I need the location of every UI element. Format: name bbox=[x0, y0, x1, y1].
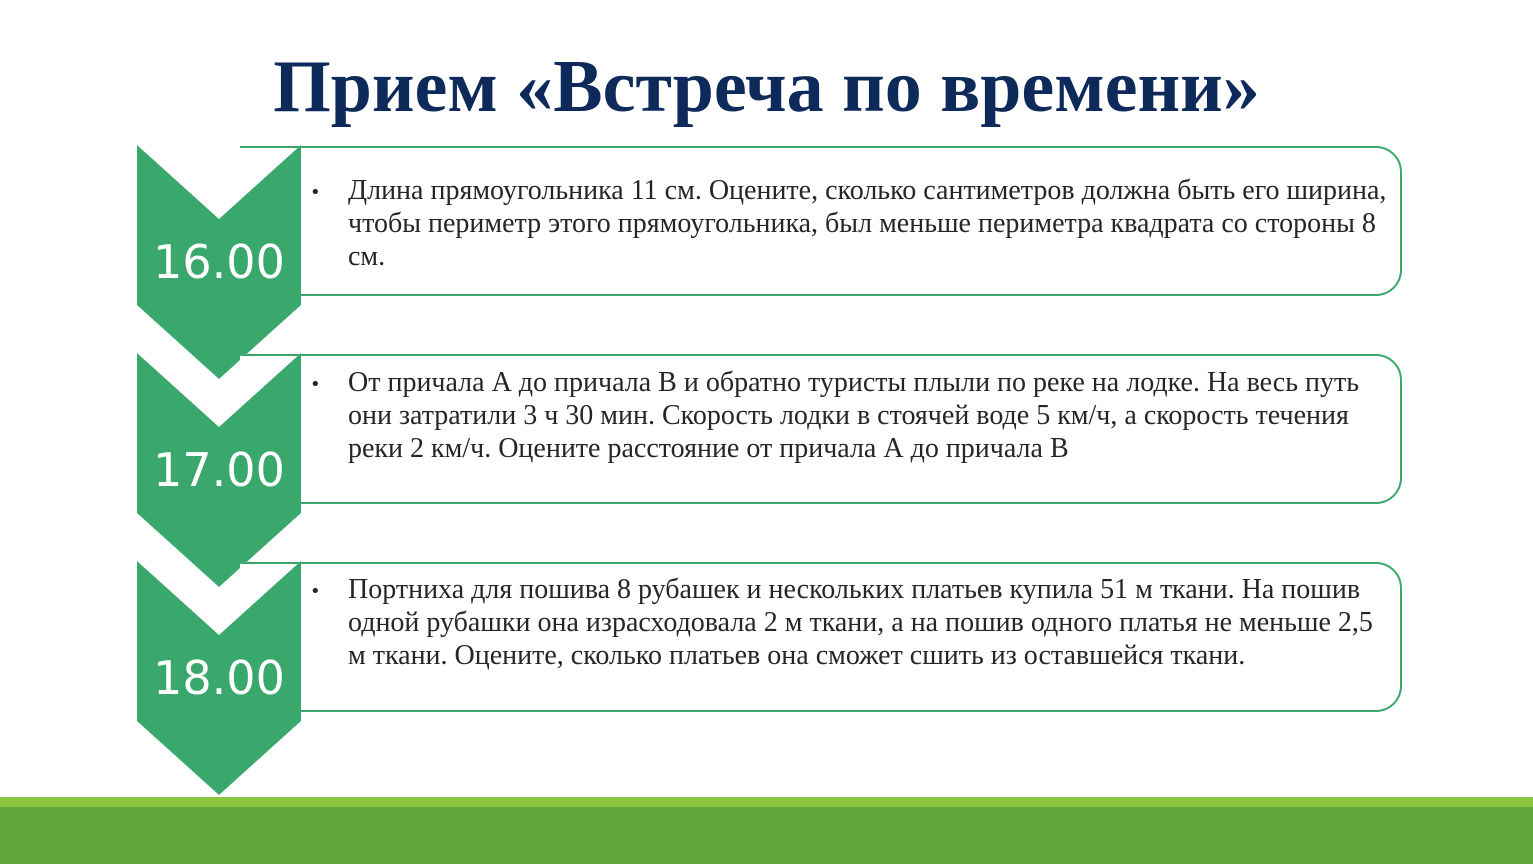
task-text-3 bbox=[310, 573, 1390, 672]
bullet-3: • bbox=[310, 581, 321, 602]
time-label-3: 18.00 bbox=[153, 651, 285, 705]
footer-stripe-dark bbox=[0, 807, 1533, 864]
task-body-2: От причала А до причала В и обратно туристы плыли по реке на лодке. На весь путь они затратили 3 ч 30 мин. Скорость лодки в стоячей воде 5 км/ч, а скорость течения реки 2 км/ч. Оцените расстояние от причала А до причала В bbox=[348, 367, 1359, 464]
bullet-2: • bbox=[310, 374, 321, 395]
task-text-2 bbox=[310, 366, 1390, 465]
bullet-1: • bbox=[310, 182, 321, 203]
time-label-2: 17.00 bbox=[153, 443, 285, 497]
time-label-1: 16.00 bbox=[153, 235, 285, 289]
task-body-3: Портниха для пошива 8 рубашек и нескольких платьев купила 51 м ткани. На пошив одной рубашки она израсходовала 2 м ткани, а на пошив одного платья не меньше 2,5 м ткани. Оцените, сколько платьев она сможет сшить из оставшейся ткани. bbox=[348, 574, 1373, 671]
slide-title: Прием «Встреча по времени» bbox=[273, 46, 1260, 128]
task-body-1: Длина прямоугольника 11 см. Оцените, сколько сантиметров должна быть его ширина, чтобы периметр этого прямоугольника, был меньше периметра квадрата со стороны 8 см. bbox=[348, 175, 1387, 272]
footer-stripe-light bbox=[0, 797, 1533, 807]
task-text-1 bbox=[310, 174, 1390, 273]
